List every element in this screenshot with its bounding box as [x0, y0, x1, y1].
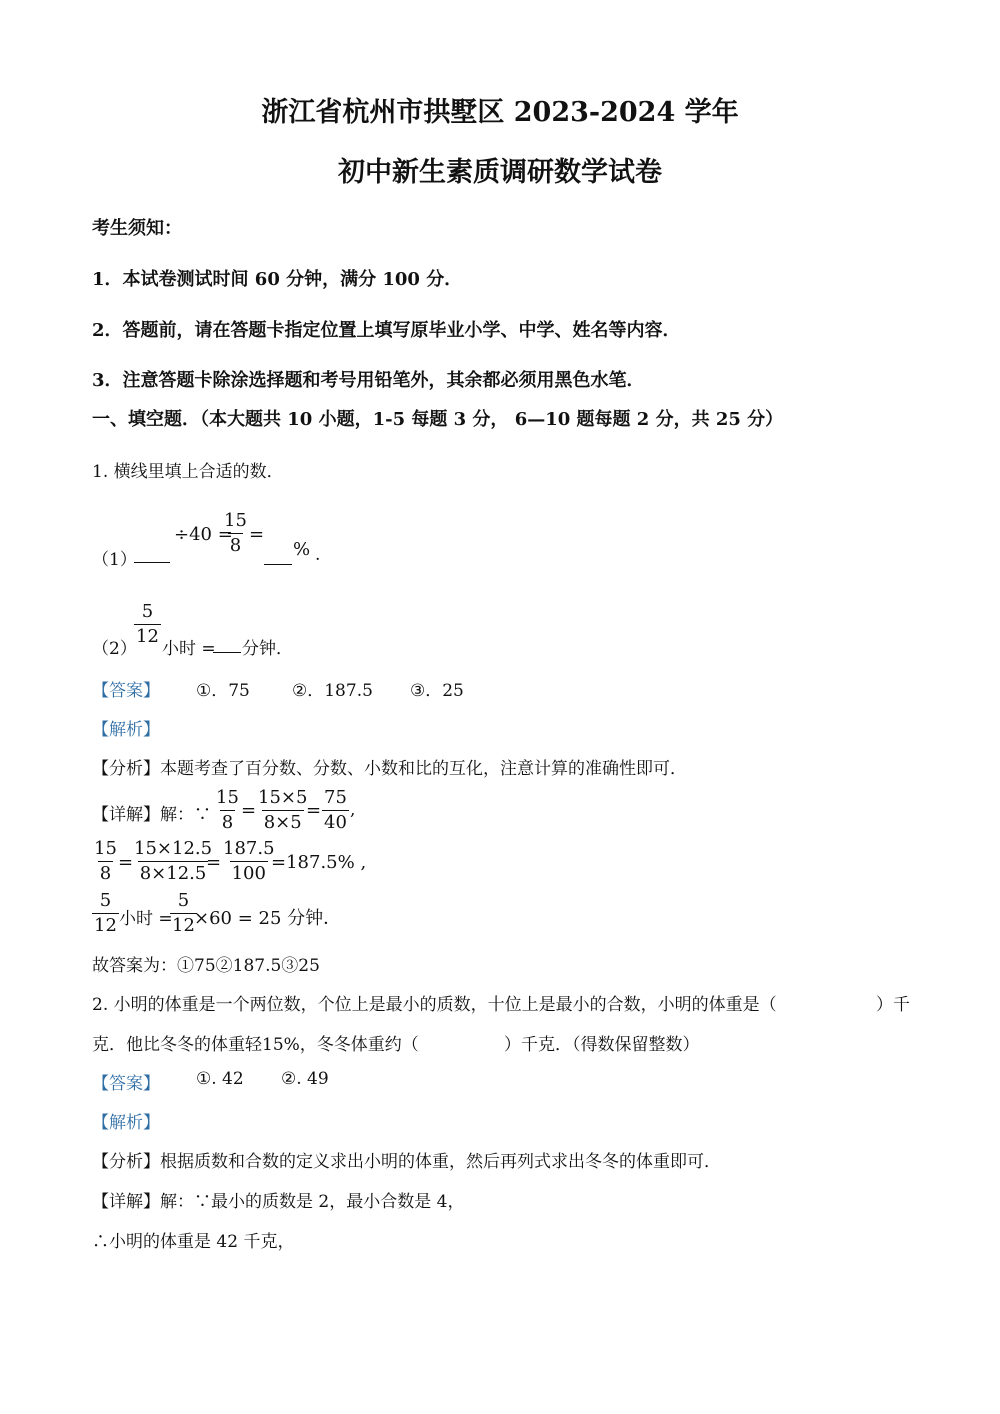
- q1-l3-frac-a: [92, 892, 119, 935]
- notice-item-1: 1．本试卷测试时间 60 分钟，满分 100 分．: [92, 269, 463, 290]
- q1-xiangjie: [92, 800, 211, 825]
- title-line-2: 初中新生素质调研数学试卷: [338, 157, 662, 188]
- q1-answer-3: ③．25: [410, 681, 464, 701]
- fraction-numerator: 15: [224, 510, 247, 531]
- fenxi-tag: 【分析】: [92, 1152, 160, 1172]
- title-line-1: 浙江省杭州市拱墅区 2023-2024 学年: [261, 97, 739, 128]
- q1-part1-percent: %: [293, 539, 311, 560]
- q1-l2-frac-c: [221, 840, 277, 883]
- fraction-numerator: 15: [94, 838, 117, 859]
- q2-analysis-tag: 【解析】: [92, 1113, 160, 1133]
- q1-fenxi: [92, 754, 687, 779]
- q2-line1-b: ）千: [876, 995, 910, 1015]
- section-heading: 一、填空题．（本大题共 10 小题，1-5 每题 3 分， 6—10 题每题 2 分，共 25 分）: [92, 409, 784, 430]
- q2-answer-2: ②. 49: [281, 1069, 329, 1089]
- q1-l2-frac-a: [92, 840, 119, 883]
- q1-conclusion: 故答案为：①75②187.5③25: [92, 956, 320, 976]
- fraction-numerator: 5: [99, 890, 112, 911]
- q1-l3-mid: 小时 =: [119, 909, 173, 929]
- q1-part2-prefix: （2）: [92, 639, 137, 659]
- q1-l2-eq-1: =: [118, 852, 134, 873]
- q1-part1-div: ÷40 =: [174, 524, 233, 545]
- fraction-denominator: 40: [324, 812, 347, 833]
- q1-part1-blank-1: [134, 548, 170, 567]
- q1-l1-frac-b: [256, 789, 309, 832]
- q2-line2-a: 克．他比冬冬的体重轻: [92, 1035, 262, 1055]
- fraction-denominator: 8×12.5: [139, 863, 207, 884]
- q2-fenxi: [92, 1147, 721, 1172]
- notice-item-2: 2．答题前，请在答题卡指定位置上填写原毕业小学、中学、姓名等内容．: [92, 320, 681, 341]
- q1-stem: 1. 横线里填上合适的数．: [92, 462, 284, 482]
- q1-l1-eq-2: =: [306, 800, 322, 821]
- q1-part1-prefix: （1）: [92, 550, 137, 570]
- fenxi-text: 本题考查了百分数、分数、小数和比的互化，注意计算的准确性即可．: [160, 759, 687, 779]
- fraction-numerator: 5: [177, 890, 190, 911]
- q1-l1-frac-a: [214, 789, 241, 832]
- q1-l1-eq-1: =: [241, 800, 257, 821]
- fraction-numerator: 15×5: [258, 787, 308, 808]
- xiangjie-jie: 解：∵: [160, 805, 211, 825]
- notice-item-3: 3．注意答题卡除涂选择题和考号用铅笔外，其余都必须用黑色水笔．: [92, 370, 645, 391]
- fraction-denominator: 8: [221, 812, 234, 833]
- q1-l2-end: =187.5% ,: [271, 852, 367, 873]
- q1-part2-fraction: [134, 603, 161, 646]
- q2-answer-tag: 【答案】: [92, 1074, 160, 1094]
- q2-answer-1: ①. 42: [196, 1069, 244, 1089]
- fraction-numerator: 187.5: [223, 838, 275, 859]
- q1-l1-frac-c: [322, 789, 349, 832]
- q1-answer-tag: 【答案】: [92, 681, 160, 701]
- q1-analysis-tag: 【解析】: [92, 720, 160, 740]
- q2-line1-a: 2. 小明的体重是一个两位数，个位上是最小的质数，十位上是最小的合数，小明的体重是（: [92, 995, 777, 1015]
- fraction-numerator: 75: [324, 787, 347, 808]
- fenxi-text: 根据质数和合数的定义求出小明的体重，然后再列式求出冬冬的体重即可．: [160, 1152, 721, 1172]
- q1-l2-eq-2: =: [206, 852, 222, 873]
- fraction-denominator: 8×5: [263, 812, 302, 833]
- q1-l2-frac-b: [132, 840, 214, 883]
- q1-part1-eq: =: [249, 524, 265, 545]
- xiangjie-tag: 【详解】: [92, 805, 160, 825]
- q2-line2: [92, 1030, 419, 1055]
- q1-part1-blank-2: [264, 550, 292, 569]
- q2-xiangjie: [92, 1187, 464, 1212]
- q1-part2-end: 分钟．: [242, 639, 293, 659]
- xiangjie-tag: 【详解】: [92, 1192, 160, 1212]
- q2-line2-b: ，冬冬体重约（: [299, 1035, 419, 1055]
- q2-line2-pct: 15%: [262, 1035, 300, 1055]
- fraction-denominator: 12: [172, 915, 195, 936]
- q1-answer-2: ②．187.5: [292, 681, 373, 701]
- fenxi-tag: 【分析】: [92, 759, 160, 779]
- fraction-denominator: 12: [136, 626, 159, 647]
- q1-part2-blank: [213, 638, 241, 657]
- fraction-denominator: 8: [99, 863, 112, 884]
- fraction-denominator: 8: [229, 535, 242, 556]
- q1-l3-end: ×60 = 25 分钟．: [194, 908, 342, 929]
- q1-l1-end: ,: [350, 800, 356, 820]
- fraction-denominator: 12: [94, 915, 117, 936]
- fraction-numerator: 5: [141, 601, 154, 622]
- q1-l3-frac-b: [170, 892, 197, 935]
- q1-part1-end: .: [315, 545, 321, 565]
- fraction-numerator: 15: [216, 787, 239, 808]
- fraction-denominator: 100: [231, 863, 266, 884]
- q2-therefore: ∴小明的体重是 42 千克，: [92, 1232, 295, 1252]
- q1-answer-1: ①．75: [196, 681, 250, 701]
- q2-line2-c: ）千克．（得数保留整数）: [504, 1035, 700, 1055]
- notice-heading: 考生须知：: [92, 218, 182, 239]
- q1-part2-mid: 小时 =: [162, 639, 216, 659]
- fraction-numerator: 15×12.5: [134, 838, 213, 859]
- xiangjie-text: 解：∵最小的质数是 2，最小合数是 4，: [160, 1192, 465, 1212]
- q1-part1-fraction: [222, 512, 249, 555]
